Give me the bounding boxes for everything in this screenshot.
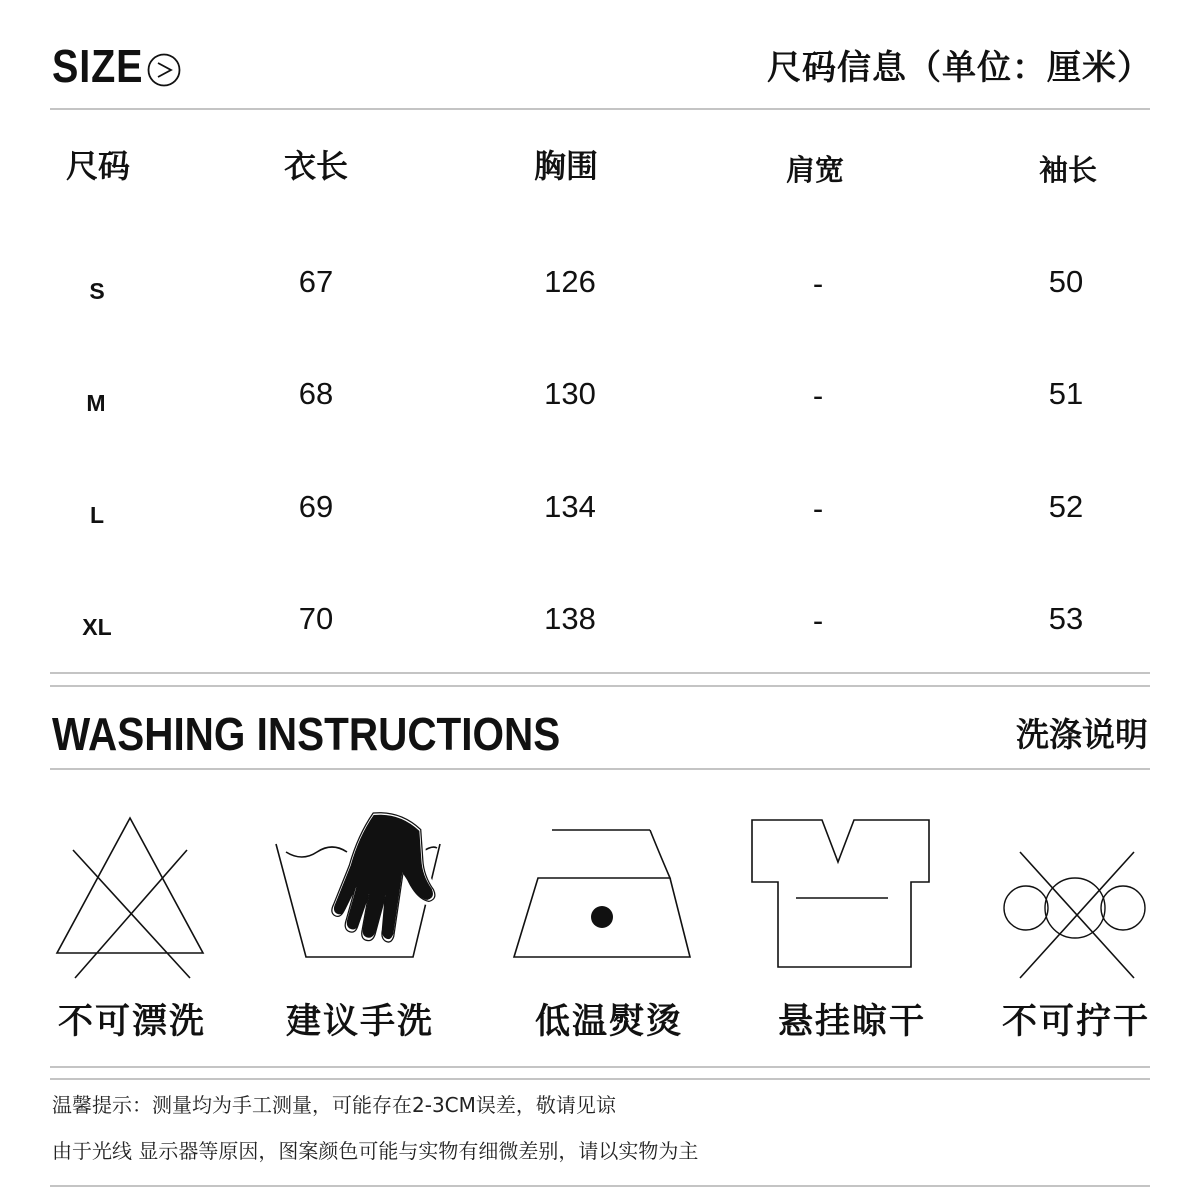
- table-cell: 69: [298, 489, 334, 524]
- note-color: 由于光线 显示器等原因，图案颜色可能与实物有细微差别，请以实物为主: [52, 1139, 699, 1163]
- header-chest: 胸围: [533, 147, 599, 185]
- table-cell: 70: [298, 601, 334, 636]
- care-label-hang-dry: 悬挂晾干: [777, 1002, 927, 1042]
- no-wring-icon: [1000, 810, 1150, 985]
- table-row-size: L: [89, 502, 105, 528]
- table-cell: 51: [1048, 376, 1084, 411]
- table-cell: 67: [298, 264, 334, 299]
- table-cell: 53: [1048, 601, 1084, 636]
- note-measurement: 温馨提示：测量均为手工测量，可能存在2-3CM误差，敬请见谅: [52, 1093, 616, 1117]
- table-cell: 68: [298, 376, 334, 411]
- care-label-no-wring: 不可拧干: [1001, 1002, 1151, 1042]
- divider: [50, 1066, 1150, 1068]
- washing-title-cn: 洗涤说明: [1016, 715, 1148, 754]
- low-iron-icon: [510, 810, 695, 965]
- divider: [50, 1078, 1150, 1080]
- size-info-title-cn: 尺码信息（单位：厘米）: [767, 48, 1152, 88]
- no-bleach-icon: [55, 810, 215, 980]
- table-cell: 126: [544, 264, 596, 299]
- header-sleeve: 袖长: [1038, 153, 1098, 187]
- divider: [50, 672, 1150, 674]
- divider: [50, 108, 1150, 110]
- table-row-size: M: [86, 390, 106, 416]
- care-label-low-iron: 低温熨烫: [534, 1002, 684, 1042]
- care-label-hand-wash: 建议手洗: [285, 1002, 435, 1042]
- table-cell: 50: [1048, 264, 1084, 299]
- care-label-no-bleach: 不可漂洗: [57, 1002, 207, 1042]
- circle-arrow-right-icon: [147, 53, 181, 87]
- table-row-size: S: [89, 278, 105, 304]
- header-shoulder: 肩宽: [785, 153, 845, 187]
- table-cell: -: [812, 266, 824, 301]
- size-title: SIZE: [52, 40, 144, 92]
- table-cell: -: [812, 378, 824, 413]
- divider: [50, 768, 1150, 770]
- header-size: 尺码: [65, 147, 131, 185]
- table-cell: 138: [544, 601, 596, 636]
- table-cell: -: [812, 491, 824, 526]
- header-length: 衣长: [283, 147, 349, 185]
- table-cell: 130: [544, 376, 596, 411]
- washing-title: WASHING INSTRUCTIONS: [52, 708, 561, 760]
- table-cell: 134: [544, 489, 596, 524]
- hand-wash-icon: [272, 810, 452, 970]
- table-row-size: XL: [82, 614, 112, 640]
- divider: [50, 1185, 1150, 1187]
- table-cell: -: [812, 603, 824, 638]
- divider: [50, 685, 1150, 687]
- table-cell: 52: [1048, 489, 1084, 524]
- hang-dry-icon: [748, 810, 933, 975]
